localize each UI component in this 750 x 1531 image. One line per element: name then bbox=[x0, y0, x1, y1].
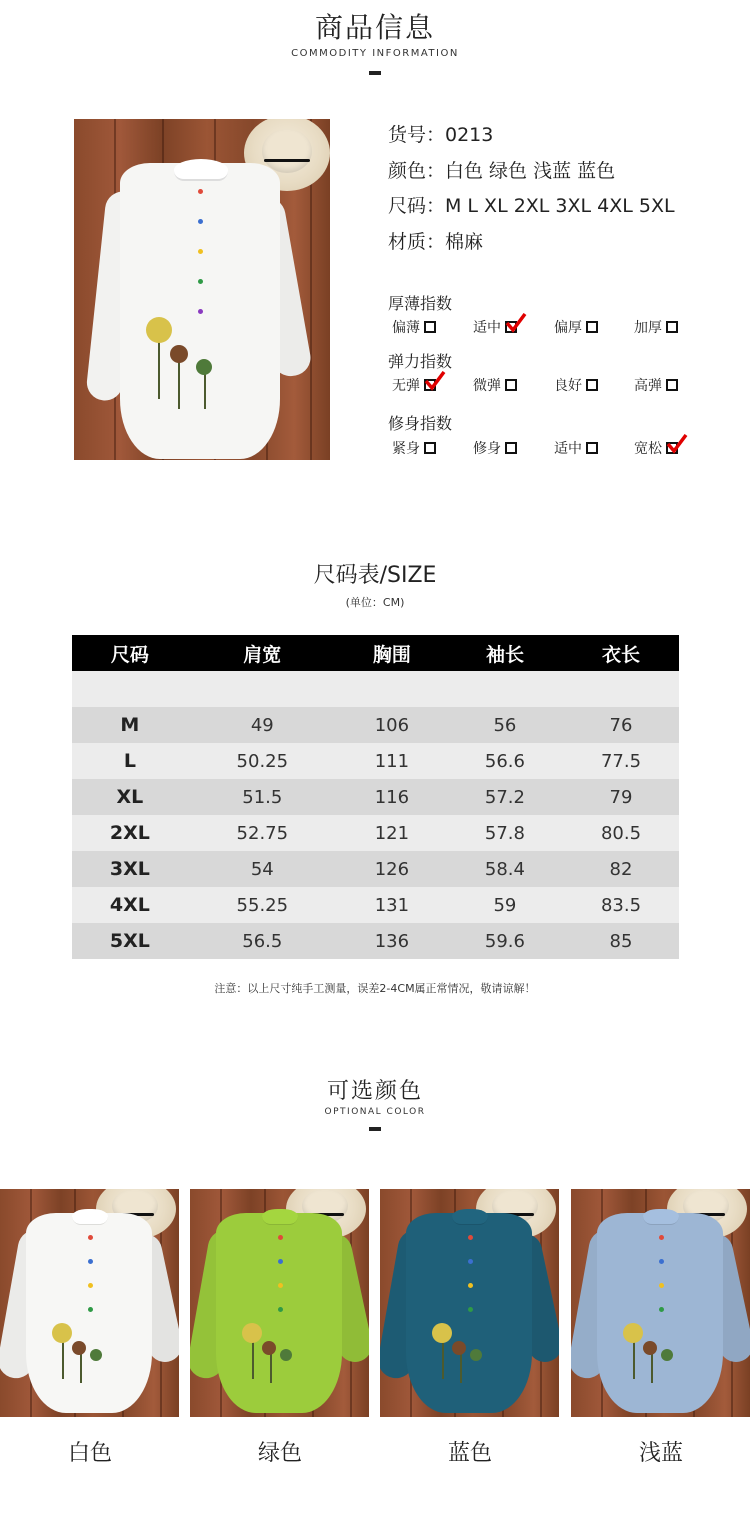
option-item: 适中 bbox=[554, 438, 598, 458]
section-title: 商品信息 bbox=[314, 11, 435, 44]
option-item: 偏厚 bbox=[554, 317, 598, 337]
optional-color-header bbox=[0, 1074, 750, 1131]
table-row: M 49 106 56 76 bbox=[72, 707, 679, 743]
column-header: 衣长 bbox=[563, 635, 679, 671]
color-label: 蓝色 bbox=[447, 1441, 492, 1466]
option-item: 适中 bbox=[473, 317, 517, 337]
checkbox bbox=[666, 379, 678, 391]
check-icon bbox=[424, 371, 446, 391]
size-table-title: 尺码表/SIZE bbox=[313, 563, 437, 588]
checkbox bbox=[586, 321, 598, 333]
checkbox-checked bbox=[424, 379, 436, 391]
option-item: 修身 bbox=[473, 438, 517, 458]
checkbox bbox=[505, 442, 517, 454]
table-row: 4XL 55.25 131 59 83.5 bbox=[72, 887, 679, 923]
option-item: 加厚 bbox=[634, 317, 678, 337]
check-icon bbox=[505, 313, 527, 333]
option-item: 良好 bbox=[554, 375, 598, 395]
section-title: 可选颜色 bbox=[326, 1079, 423, 1104]
size-note: 注意：以上尺寸纯手工测量，误差2-4CM属正常情况，敬请谅解！ bbox=[214, 982, 536, 995]
checkbox-checked bbox=[666, 442, 678, 454]
checkbox bbox=[424, 442, 436, 454]
table-spacer-row bbox=[72, 671, 679, 707]
column-header: 肩宽 bbox=[188, 635, 337, 671]
color-label: 白色 bbox=[67, 1441, 112, 1466]
color-thumbnail bbox=[380, 1189, 559, 1417]
checkbox bbox=[424, 321, 436, 333]
option-item: 微弹 bbox=[473, 375, 517, 395]
table-row: 3XL 54 126 58.4 82 bbox=[72, 851, 679, 887]
checkbox bbox=[505, 379, 517, 391]
table-row: L 50.25 111 56.6 77.5 bbox=[72, 743, 679, 779]
commodity-info-header bbox=[0, 6, 750, 75]
item-number: 货号：0213 bbox=[388, 124, 494, 146]
check-icon bbox=[666, 434, 688, 454]
option-item: 宽松 bbox=[634, 438, 678, 458]
product-info-list bbox=[388, 118, 675, 260]
color-thumbnail bbox=[571, 1189, 750, 1417]
size-unit: (单位：CM) bbox=[345, 596, 405, 609]
material: 材质：棉麻 bbox=[388, 230, 484, 253]
color-label: 浅蓝 bbox=[638, 1441, 683, 1466]
option-item: 无弹 bbox=[392, 375, 436, 395]
color-thumbnail bbox=[190, 1189, 369, 1417]
option-item: 偏薄 bbox=[392, 317, 436, 337]
section-subtitle: COMMODITY INFORMATION bbox=[291, 48, 459, 59]
thickness-index-title: 厚薄指数 bbox=[388, 294, 453, 313]
title-underline bbox=[369, 71, 381, 75]
section-subtitle: OPTIONAL COLOR bbox=[324, 1107, 426, 1117]
fit-index-title: 修身指数 bbox=[388, 414, 453, 433]
table-row: 2XL 52.75 121 57.8 80.5 bbox=[72, 815, 679, 851]
size-list: 尺码：M L XL 2XL 3XL 4XL 5XL bbox=[388, 195, 675, 217]
table-header-row bbox=[72, 635, 679, 671]
column-header: 尺码 bbox=[72, 635, 188, 671]
column-header: 袖长 bbox=[447, 635, 563, 671]
checkbox bbox=[586, 442, 598, 454]
color-list: 颜色：白色 绿色 浅蓝 蓝色 bbox=[388, 159, 616, 182]
table-row: 5XL 56.5 136 59.6 85 bbox=[72, 923, 679, 959]
option-item: 高弹 bbox=[634, 375, 678, 395]
checkbox bbox=[666, 321, 678, 333]
size-table bbox=[72, 635, 679, 959]
option-item: 紧身 bbox=[392, 438, 436, 458]
checkbox bbox=[586, 379, 598, 391]
elasticity-index-title: 弹力指数 bbox=[388, 352, 453, 371]
color-label: 绿色 bbox=[257, 1441, 302, 1466]
checkbox-checked bbox=[505, 321, 517, 333]
title-underline bbox=[369, 1127, 381, 1131]
table-row: XL 51.5 116 57.2 79 bbox=[72, 779, 679, 815]
color-thumbnail bbox=[0, 1189, 179, 1417]
column-header: 胸围 bbox=[337, 635, 447, 671]
product-photo-main bbox=[74, 119, 330, 460]
